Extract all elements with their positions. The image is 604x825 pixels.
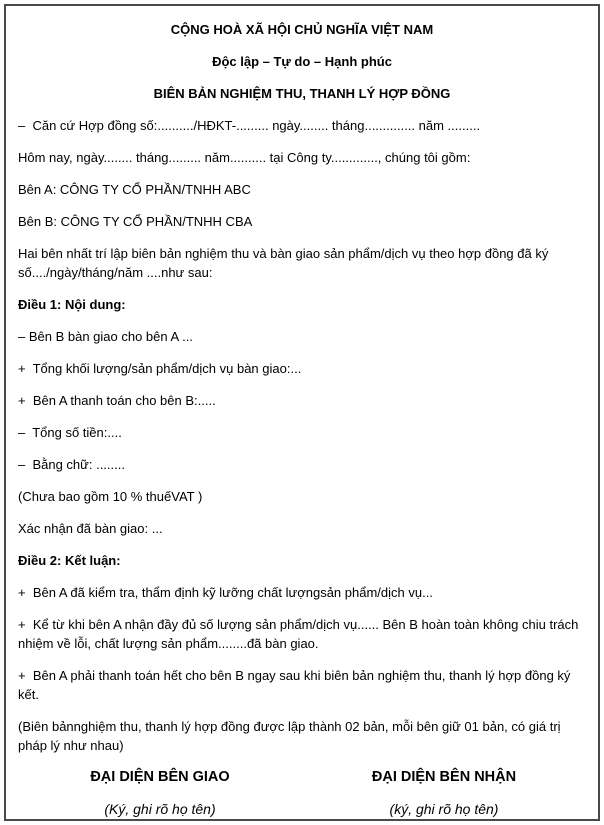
article2-item-1: + Bên A đã kiểm tra, thẩm định kỹ lưỡng chất lượngsản phẩm/dịch vụ...: [18, 585, 433, 600]
national-motto: Độc lập – Tự do – Hạnh phúc: [212, 54, 392, 69]
signature-party-giao: [18, 768, 302, 821]
article2-item-2: + Kể từ khi bên A nhận đầy đủ số lượng sản phẩm/dịch vụ...... Bên B hoàn toàn không chiu trách nhiệm về lỗi, chất lượng sản phẩm........đã bàn giao.: [18, 617, 583, 651]
agreement-statement: Hai bên nhất trí lập biên bản nghiệm thu và bàn giao sản phẩm/dịch vụ theo hợp đồng đã ký số..../ngày/tháng/năm ....như sau:: [18, 246, 552, 280]
article2-item-3: + Bên A phải thanh toán hết cho bên B ngay sau khi biên bản nghiệm thu, thanh lý hợp đồng ký kết.: [18, 668, 575, 702]
article1-heading: Điều 1: Nội dung:: [18, 297, 126, 312]
document-title: BIÊN BẢN NGHIỆM THU, THANH LÝ HỢP ĐỒNG: [153, 86, 451, 101]
article1-item-1: – Bên B bàn giao cho bên A ...: [18, 329, 193, 344]
party-b-line: Bên B: CÔNG TY CỔ PHẦN/TNHH CBA: [18, 214, 253, 229]
national-title: CỘNG HOÀ XÃ HỘI CHỦ NGHĨA VIỆT NAM: [170, 22, 434, 37]
page-border-frame: [4, 4, 600, 821]
signature-nhan-note: (ký, ghi rõ họ tên): [389, 801, 499, 817]
contract-basis-line: – Căn cứ Hợp đồng số:........../HĐKT-......... ngày........ tháng.............. năm .........: [18, 118, 481, 133]
signature-block: [18, 768, 586, 821]
date-location-line: Hôm nay, ngày........ tháng......... năm.......... tại Công ty............., chúng tôi gồm:: [18, 150, 471, 165]
vat-note: (Chưa bao gồm 10 % thuếVAT ): [18, 489, 203, 504]
signature-giao-title: ĐẠI DIỆN BÊN GIAO: [90, 769, 230, 785]
article2-heading: Điều 2: Kết luận:: [18, 553, 121, 568]
handover-confirmation-line: Xác nhận đã bàn giao: ...: [18, 521, 163, 536]
signature-party-nhan: [302, 768, 586, 821]
signature-nhan-title: ĐẠI DIỆN BÊN NHẬN: [371, 769, 517, 785]
document-content: [6, 6, 598, 821]
party-a-line: Bên A: CÔNG TY CỔ PHẦN/TNHH ABC: [18, 182, 251, 197]
article1-item-3: + Bên A thanh toán cho bên B:.....: [18, 393, 216, 408]
article1-item-4: – Tổng số tiền:....: [18, 425, 122, 440]
copies-note: (Biên bảnnghiệm thu, thanh lý hợp đồng được lập thành 02 bản, mỗi bên giữ 01 bản, có giá trị pháp lý như nhau): [18, 719, 565, 753]
signature-giao-note: (Ký, ghi rõ họ tên): [104, 801, 216, 817]
article1-item-5: – Bằng chữ: ........: [18, 457, 125, 472]
article1-item-2: + Tổng khối lượng/sản phẩm/dịch vụ bàn giao:...: [18, 361, 302, 376]
